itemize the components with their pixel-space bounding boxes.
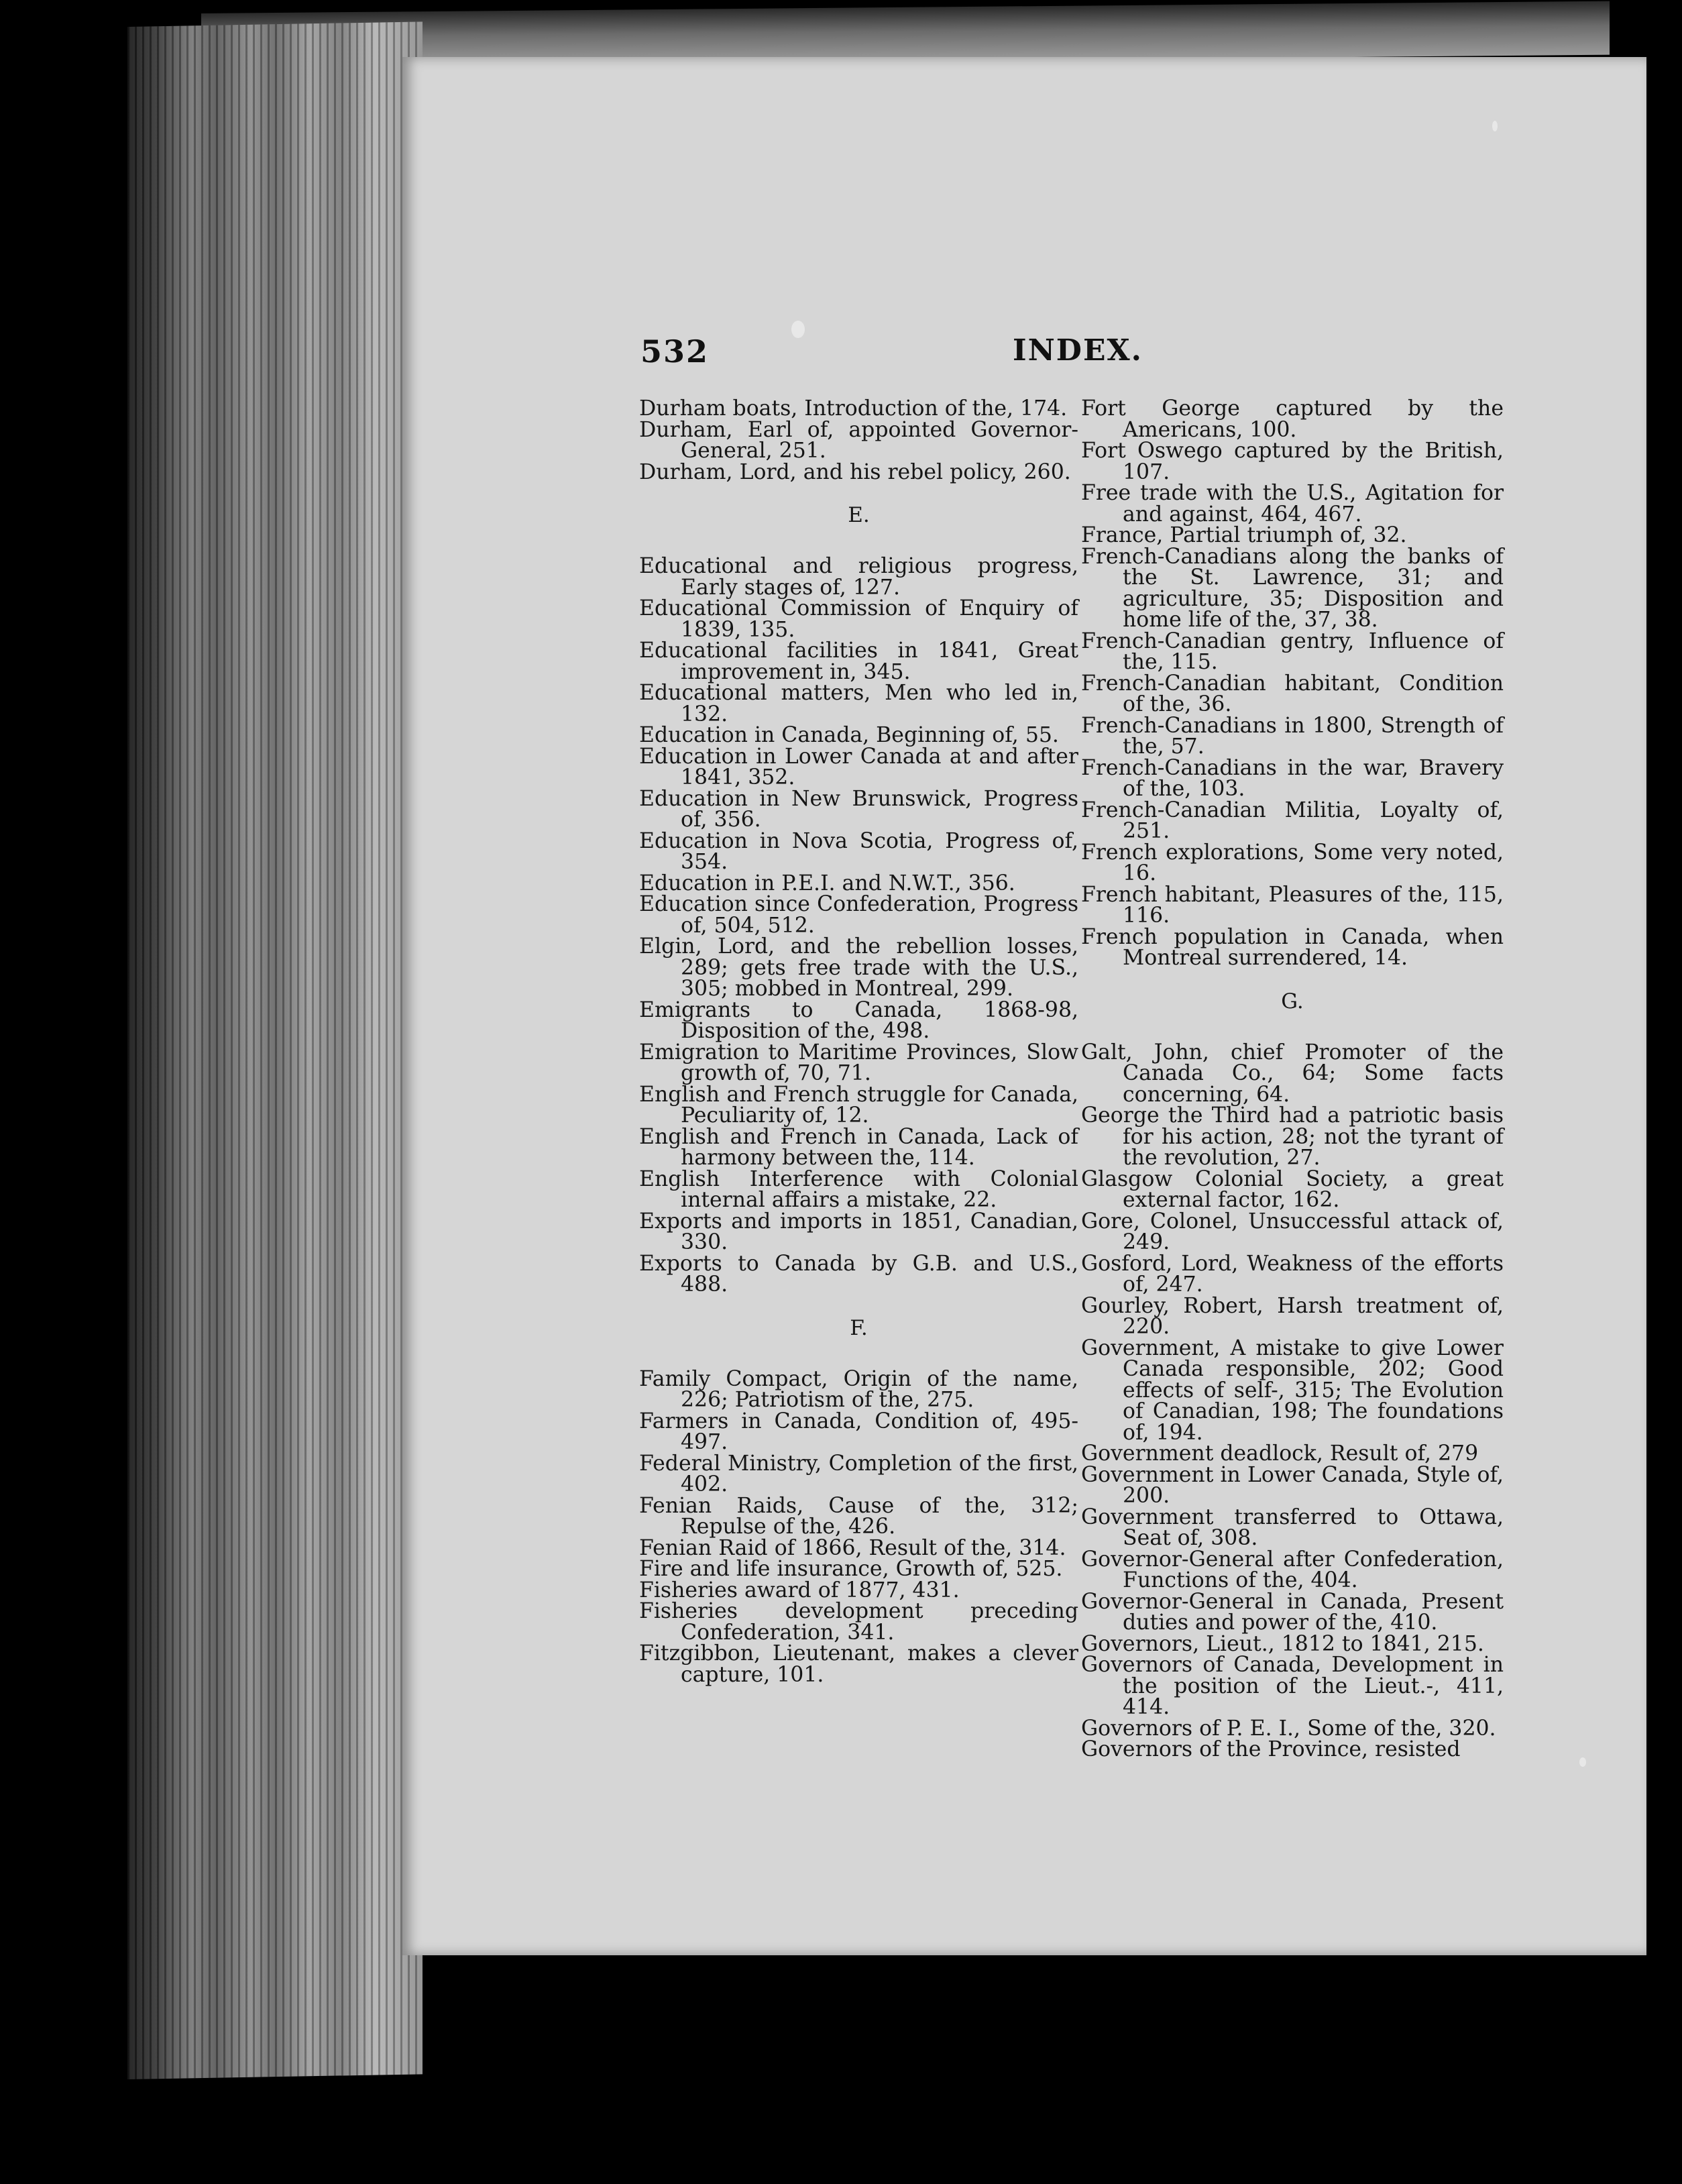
index-entry: French-Canadian habitant, Condition of the, 36. [1081,671,1504,716]
index-entry: Durham, Earl of, appointed Governor-General, 251. [639,417,1078,463]
index-entry: Fort Oswego captured by the British, 107. [1081,439,1504,484]
index-entry: French-Canadian Militia, Loyalty of, 251. [1081,798,1504,843]
index-entry: French-Canadians in 1800, Strength of the, 57. [1081,713,1504,759]
index-entry: Fenian Raids, Cause of the, 312; Repulse of the, 426. [639,1493,1078,1539]
index-entry: Government, A mistake to give Lower Canada responsible, 202; Good effects of self-, 315; The Evolution of Canadian, 198; The foundations of, 194. [1081,1335,1504,1445]
index-entry: Emigrants to Canada, 1868-98, Disposition of the, 498. [639,997,1078,1043]
index-entry: English Interference with Colonial internal affairs a mistake, 22. [639,1166,1078,1212]
index-entry: Governor-General in Canada, Present duties and power of the, 410. [1081,1589,1504,1635]
paper-speck [1579,1757,1586,1767]
running-head: INDEX. [1013,333,1143,368]
index-entry: George the Third had a patriotic basis for his action, 28; not the tyrant of the revolution, 27. [1081,1103,1504,1170]
index-entry: French-Canadians in the war, Bravery of the, 103. [1081,755,1504,801]
index-entry: Education in P.E.I. and N.W.T., 356. [639,871,1015,895]
section-letter: E. [848,503,870,527]
index-entry: English and French struggle for Canada, Peculiarity of, 12. [639,1082,1078,1128]
index-entry: French-Canadians along the banks of the St. Lawrence, 31; and agriculture, 35; Disposition and home life of the, 37, 38. [1081,544,1504,632]
index-entry: Government in Lower Canada, Style of, 200. [1081,1462,1504,1508]
index-entry: Fisheries award of 1877, 431. [639,1578,960,1602]
section-letter: F. [850,1315,868,1340]
index-entry: Education in Lower Canada at and after 1841, 352. [639,744,1078,789]
index-entry: Government transferred to Ottawa, Seat of, 308. [1081,1505,1504,1550]
index-entry: Education in Nova Scotia, Progress of, 354. [639,828,1078,874]
page-number: 532 [640,333,710,370]
index-entry: Education in New Brunswick, Progress of, 356. [639,786,1078,832]
index-entry: Exports and imports in 1851, Canadian, 330. [639,1209,1078,1254]
index-entry: Governors of Canada, Development in the position of the Lieut.-, 411, 414. [1081,1653,1504,1719]
paper-speck [791,321,805,338]
index-entry: French explorations, Some very noted, 16. [1081,840,1504,885]
index-entry: Family Compact, Origin of the name, 226; Patriotism of the, 275. [639,1366,1078,1412]
index-entry: Emigration to Maritime Provinces, Slow growth of, 70, 71. [639,1040,1078,1085]
index-entry: Durham, Lord, and his rebel policy, 260. [639,459,1071,484]
index-entry: Fenian Raid of 1866, Result of the, 314. [639,1535,1066,1560]
index-entry: Government deadlock, Result of, 279 [1081,1441,1479,1466]
index-entry: Educational matters, Men who led in, 132. [639,681,1078,726]
index-entry: English and French in Canada, Lack of harmony between the, 114. [639,1124,1078,1170]
index-column-right [1081,398,1504,1761]
index-entry: Gosford, Lord, Weakness of the efforts of, 247. [1081,1251,1504,1297]
index-column-left [639,398,1078,1686]
index-entry: Fisheries development preceding Confederation, 341. [639,1599,1078,1645]
index-entry: Governors of P. E. I., Some of the, 320. [1081,1716,1496,1741]
index-entry: Governors of the Province, resisted [1081,1737,1461,1761]
index-entry: Elgin, Lord, and the rebellion losses, 289; gets free trade with the U.S., 305; mobbed in Montreal, 299. [639,934,1078,1001]
section-letter: G. [1281,989,1304,1014]
index-entry: French habitant, Pleasures of the, 115, 116. [1081,882,1504,928]
index-entry: Governor-General after Confederation, Functions of the, 404. [1081,1547,1504,1592]
index-entry: Free trade with the U.S., Agitation for and against, 464, 467. [1081,481,1504,527]
index-entry: France, Partial triumph of, 32. [1081,523,1407,547]
index-entry: Governors, Lieut., 1812 to 1841, 215. [1081,1631,1484,1656]
page-edges [127,21,423,2079]
index-entry: Glasgow Colonial Society, a great external factor, 162. [1081,1166,1504,1212]
index-entry: Educational Commission of Enquiry of 1839, 135. [639,596,1078,642]
index-entry: Fitzgibbon, Lieutenant, makes a clever capture, 101. [639,1641,1078,1687]
index-entry: Farmers in Canada, Condition of, 495-497. [639,1409,1078,1454]
index-entry: Education in Canada, Beginning of, 55. [639,723,1059,747]
index-entry: Gourley, Robert, Harsh treatment of, 220. [1081,1293,1504,1339]
index-entry: Durham boats, Introduction of the, 174. [639,396,1068,421]
index-entry: French-Canadian gentry, Influence of the, 115. [1081,629,1504,674]
index-entry: Galt, John, chief Promoter of the Canada Co., 64; Some facts concerning, 64. [1081,1040,1504,1107]
index-entry: Educational and religious progress, Early stages of, 127. [639,554,1078,600]
paper-speck [1492,121,1498,131]
index-entry: Education since Confederation, Progress of, 504, 512. [639,892,1078,938]
index-entry: Gore, Colonel, Unsuccessful attack of, 249. [1081,1209,1504,1254]
index-entry: Federal Ministry, Completion of the first, 402. [639,1451,1078,1496]
index-entry: Educational facilities in 1841, Great improvement in, 345. [639,639,1078,684]
index-entry: Fire and life insurance, Growth of, 525. [639,1557,1063,1581]
index-entry: French population in Canada, when Montreal surrendered, 14. [1081,924,1504,970]
index-entry: Fort George captured by the Americans, 100. [1081,396,1504,442]
index-entry: Exports to Canada by G.B. and U.S., 488. [639,1251,1078,1297]
